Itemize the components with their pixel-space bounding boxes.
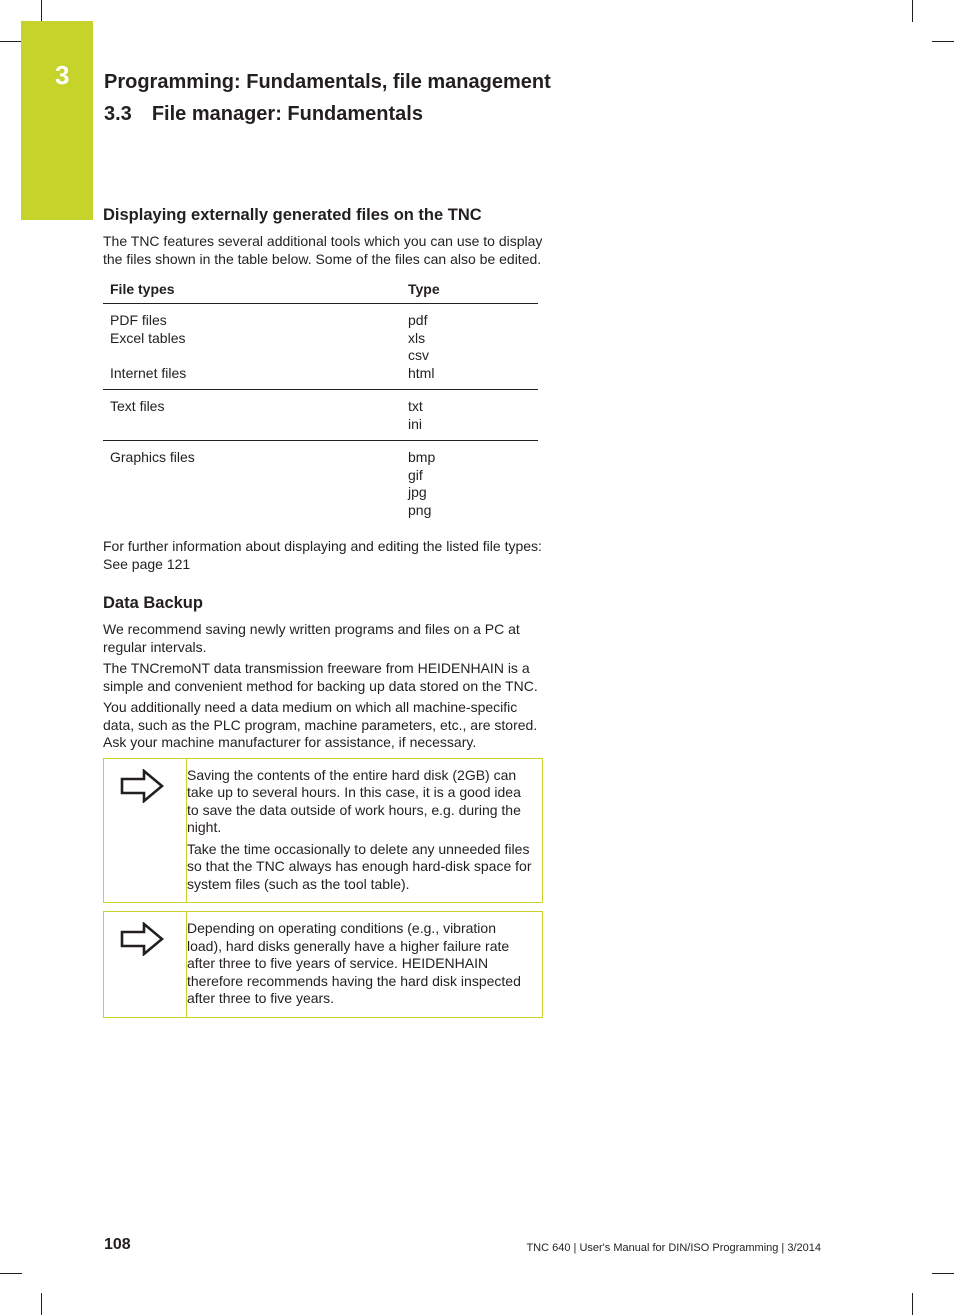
footer-doc-info: TNC 640 | User's Manual for DIN/ISO Programming | 3/2014 xyxy=(526,1242,821,1254)
note-box xyxy=(103,758,543,904)
file-type-name: Internet files xyxy=(110,364,187,381)
file-extension: html xyxy=(408,364,435,381)
note-paragraph: Saving the contents of the entire hard disk (2GB) can take up to several hours. In this case, it is a good idea to save the data outside of work hours, e.g. during the night. xyxy=(187,766,521,835)
note-paragraph: Depending on operating conditions (e.g., vibration load), hard disks generally have a higher failure rate after three to five years of service. HEIDENHAIN therefore recommends having the hard disk inspected after three to five years. xyxy=(187,920,521,1006)
note-box xyxy=(103,911,543,1018)
crop-mark xyxy=(0,1273,22,1274)
section-number: 3.3 xyxy=(104,103,132,125)
table-row xyxy=(103,304,538,390)
crop-mark xyxy=(0,41,22,42)
table-cell-names xyxy=(103,390,401,441)
chapter-number: 3 xyxy=(55,60,70,90)
crop-mark xyxy=(932,1273,954,1274)
crop-mark xyxy=(912,1293,913,1315)
table-cell-names xyxy=(103,304,401,390)
arrow-right-icon xyxy=(120,922,164,956)
file-extension: bmp xyxy=(408,449,436,465)
page-content xyxy=(103,205,545,1018)
crop-mark xyxy=(912,0,913,22)
section-heading-data-backup: Data Backup xyxy=(103,594,203,612)
file-type-name xyxy=(110,347,394,365)
section-name: File manager: Fundamentals xyxy=(151,103,423,125)
file-type-name: Excel tables xyxy=(110,329,186,346)
note-icon-cell xyxy=(104,759,187,903)
chapter-title: Programming: Fundamentals, file management xyxy=(104,71,551,93)
table-cell-types xyxy=(401,304,538,390)
intro-paragraph: The TNC features several additional tools which you can use to display the files shown in the table below. Some of the files can also be edited. xyxy=(103,233,543,267)
file-extension: jpg xyxy=(408,484,427,500)
table-cell-types xyxy=(401,441,538,527)
file-types-table xyxy=(103,278,538,526)
chapter-tab xyxy=(21,21,93,220)
file-extension: gif xyxy=(408,466,423,483)
note-paragraph: Take the time occasionally to delete any unneeded files so that the TNC always has enough hard-disk space for system files (such as the tool table). xyxy=(187,840,532,892)
file-type-name: Graphics files xyxy=(110,449,195,465)
page-number: 108 xyxy=(104,1236,131,1253)
file-extension: csv xyxy=(408,347,429,363)
note-text xyxy=(187,912,542,1017)
section-title xyxy=(104,103,423,126)
table-cell-names xyxy=(103,441,401,527)
section-heading-display-files: Displaying externally generated files on the TNC xyxy=(103,206,482,224)
table-cell-types xyxy=(401,390,538,441)
table-header-file-types: File types xyxy=(103,278,401,304)
file-extension: txt xyxy=(408,398,423,414)
file-type-name: Text files xyxy=(110,398,165,414)
crop-mark xyxy=(41,1293,42,1315)
table-row xyxy=(103,390,538,441)
table-row xyxy=(103,441,538,527)
crop-mark xyxy=(41,0,42,22)
file-extension: xls xyxy=(408,329,426,346)
backup-paragraph: The TNCremoNT data transmission freeware from HEIDENHAIN is a simple and convenient method for backing up data stored on the TNC. xyxy=(103,660,538,694)
file-extension: ini xyxy=(408,415,423,432)
file-type-name: PDF files xyxy=(110,312,167,328)
backup-paragraph: We recommend saving newly written programs and files on a PC at regular intervals. xyxy=(103,621,520,655)
arrow-right-icon xyxy=(120,769,164,803)
note-text xyxy=(187,759,542,903)
note-icon-cell xyxy=(104,912,187,1017)
further-info-paragraph: For further information about displaying and editing the listed file types: See page 121 xyxy=(103,538,542,572)
backup-paragraph: You additionally need a data medium on which all machine-specific data, such as the PLC program, machine parameters, etc., are stored. Ask your machine manufacturer for assistance, if necessary. xyxy=(103,699,538,750)
table-header-type: Type xyxy=(401,278,538,304)
crop-mark xyxy=(932,41,954,42)
table-header-row xyxy=(103,278,538,304)
file-extension: pdf xyxy=(408,312,428,328)
file-extension: png xyxy=(408,501,432,518)
